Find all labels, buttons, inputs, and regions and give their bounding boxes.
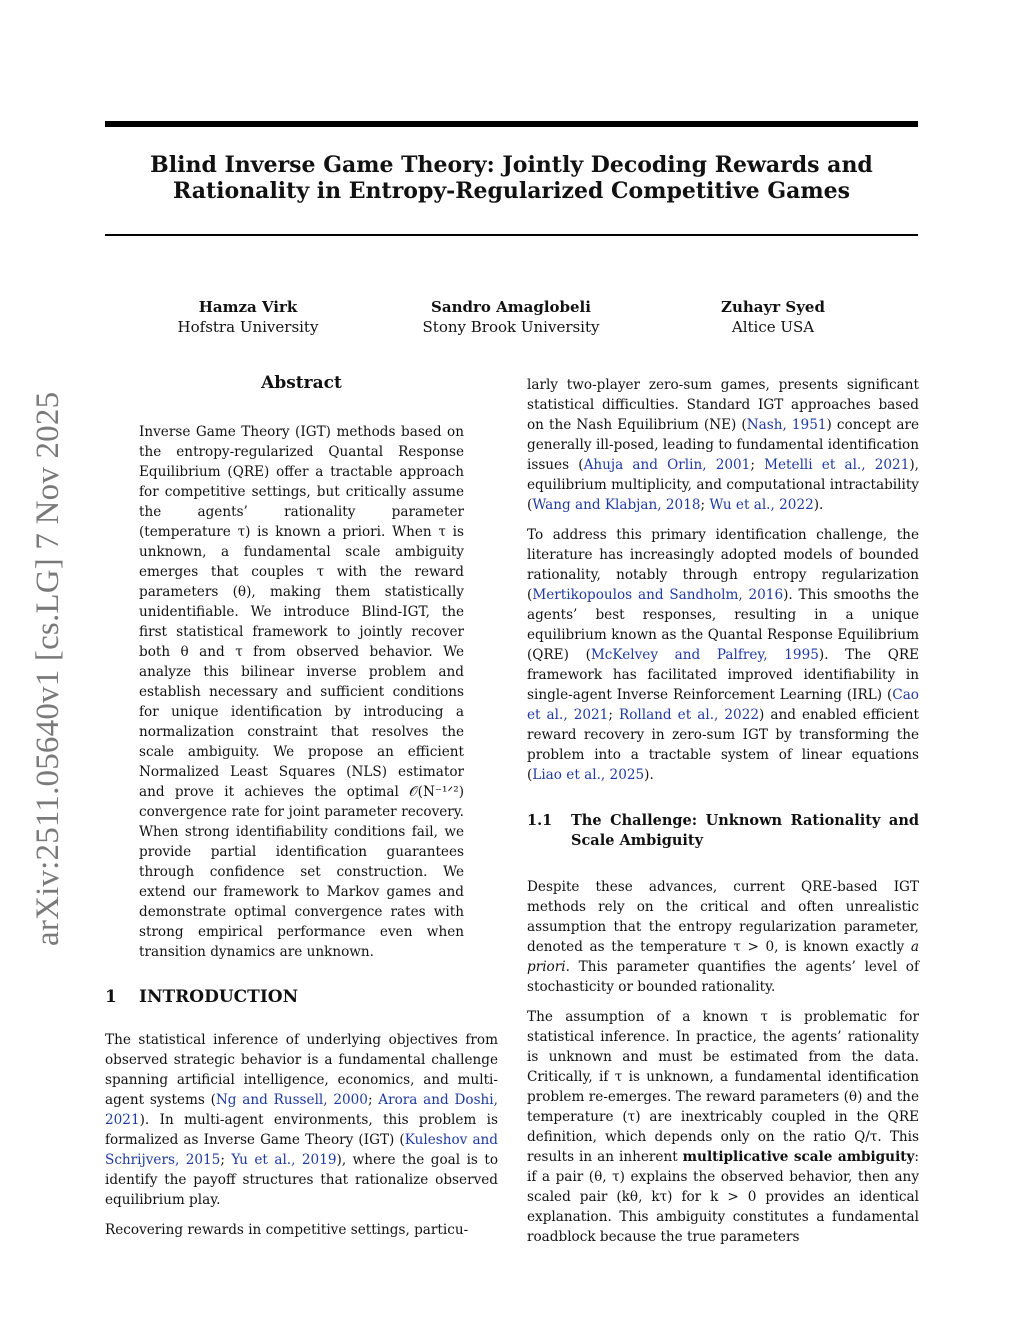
abstract-text: Inverse Game Theory (IGT) methods based on the entropy-regularized Quantal Response Equilibrium (QRE) offer a tractable approach for competitive settings, but critically assume the agents’ rationality parameter (temperature τ) is known a priori. When τ is unknown, a fundamental scale ambiguity emerges that couples τ with the reward parameters (θ), making them statistically unidentifiable. We introduce Blind-IGT, the first statistical framework to jointly recover both θ and τ from observed behavior. We analyze this bilinear inverse problem and establish necessary and sufficient conditions for unique identification by introducing a normalization constraint that resolves the scale ambiguity. We propose an efficient Normalized Least Squares (NLS) estimator and prove it achieves the optimal 𝒪(N⁻¹ᐟ²) convergence rate for joint parameter recovery. When strong identifiability conditions fail, we provide partial identification guarantees through confidence set construction. We extend our framework to Markov games and demonstrate optimal convergence rates with strong empirical performance even when transition dynamics are unknown.	[139, 424, 464, 960]
text-run: . This parameter quantifies the agents’ level of stochasticity or bounded rationality.	[527, 959, 919, 995]
author-3	[643, 297, 903, 337]
author-affiliation: Hofstra University	[177, 318, 319, 336]
citation-link[interactable]: Metelli et al., 2021	[764, 457, 910, 473]
author-name: Sandro Amaglobeli	[431, 298, 591, 316]
citation-link[interactable]: Arora and Doshi, 2021	[105, 1092, 498, 1128]
text-run: Despite these advances, current QRE-based IGT methods rely on the critical and often unrealistic assumption that the entropy regularization parameter, denoted as the temperature τ > 0, is known exactly	[527, 879, 919, 955]
text-run: : if a pair (θ, τ) explains the observed behavior, then any scaled pair (kθ, kτ) for k > 0 provides an identical explanation. This ambiguity constitutes a fundamental roadblock because the true parameters	[527, 1149, 919, 1245]
section-title: INTRODUCTION	[139, 987, 299, 1007]
abstract-heading: Abstract	[261, 373, 342, 393]
subsection-heading	[527, 811, 919, 851]
text-run: ), where the goal is to identify the payoff structures that rationalize observed equilibrium play.	[105, 1152, 498, 1208]
text-run: ). In multi-agent environments, this problem is formalized as Inverse Game Theory (IGT) (	[105, 1112, 498, 1148]
citation-link[interactable]: Wu et al., 2022	[709, 497, 814, 513]
title-rule-bottom	[105, 234, 918, 236]
paper-title	[105, 152, 918, 204]
citation-link[interactable]: Ng and Russell, 2000	[215, 1092, 368, 1108]
section-number: 1	[105, 987, 117, 1007]
bold-text: multiplicative scale ambiguity	[682, 1149, 915, 1165]
text-run: ;	[700, 497, 710, 513]
subsection-paragraph-1	[527, 877, 919, 997]
text-run: ). The QRE framework has facilitated improved identifiability in single-agent Inverse Reinforcement Learning (IRL) (	[527, 647, 919, 703]
title-rule-top	[105, 121, 918, 127]
author-name: Zuhayr Syed	[721, 298, 825, 316]
title-line-1: Blind Inverse Game Theory: Jointly Decoding Rewards and	[150, 152, 873, 178]
intro-paragraph-2-cont	[527, 375, 919, 515]
text-run: ).	[644, 767, 654, 783]
arxiv-stamp: arXiv:2511.05640v1 [cs.LG] 7 Nov 2025	[30, 391, 66, 946]
right-column-body	[527, 375, 919, 1257]
author-affiliation: Stony Brook University	[422, 318, 600, 336]
section-heading	[105, 987, 500, 1007]
subsection-paragraph-2	[527, 1007, 919, 1247]
citation-link[interactable]: Nash, 1951	[746, 417, 827, 433]
text-run: ), equilibrium multiplicity, and computational intractability (	[527, 457, 919, 513]
text-run: ) and enabled efficient reward recovery in zero-sum IGT by transforming the problem into a tractable system of linear equations (	[527, 707, 919, 783]
citation-link[interactable]: Cao et al., 2021	[527, 687, 919, 723]
author-2	[381, 297, 641, 337]
subsection-number: 1.1	[527, 812, 553, 829]
text-run: The statistical inference of underlying objectives from observed strategic behavior is a fundamental challenge spanning artificial intelligence, economics, and multi-agent systems (	[105, 1032, 498, 1108]
text-run: ;	[750, 457, 765, 473]
citation-link[interactable]: McKelvey and Palfrey, 1995	[590, 647, 819, 663]
text-run: larly two-player zero-sum games, presents significant statistical difficulties. Standard IGT approaches based on the Nash Equilibrium (NE) (	[527, 377, 919, 433]
citation-link[interactable]: Mertikopoulos and Sandholm, 2016	[532, 587, 784, 603]
author-affiliation: Altice USA	[731, 318, 815, 336]
text-run: ). This smooths the agents’ best responses, resulting in a unique equilibrium known as the Quantal Response Equilibrium (QRE) (	[527, 587, 919, 663]
author-name: Hamza Virk	[198, 298, 298, 316]
left-column-body	[105, 1030, 498, 1250]
intro-paragraph-2-start: Recovering rewards in competitive settings, particu-	[105, 1222, 469, 1238]
subsection-title: The Challenge: Unknown Rationality and Scale Ambiguity	[571, 812, 919, 849]
text-run: ;	[608, 707, 619, 723]
emphasis-text: a priori	[527, 939, 919, 975]
citation-link[interactable]: Rolland et al., 2022	[618, 707, 759, 723]
text-run: ;	[220, 1152, 232, 1168]
citation-link[interactable]: Yu et al., 2019	[231, 1152, 337, 1168]
author-1	[118, 297, 378, 337]
citation-link[interactable]: Wang and Klabjan, 2018	[532, 497, 701, 513]
intro-paragraph-1	[105, 1030, 498, 1210]
intro-paragraph-3	[527, 525, 919, 785]
citation-link[interactable]: Liao et al., 2025	[532, 767, 645, 783]
text-run: To address this primary identification challenge, the literature has increasingly adopted models of bounded rationality, notably through entropy regularization (	[527, 527, 919, 603]
text-run: ).	[813, 497, 824, 513]
citation-link[interactable]: Kuleshov and Schrijvers, 2015	[105, 1132, 498, 1168]
text-run: ) concept are generally ill-posed, leading to fundamental identification issues (	[527, 417, 920, 473]
text-run: ;	[367, 1092, 379, 1108]
citation-link[interactable]: Ahuja and Orlin, 2001	[583, 457, 751, 473]
text-run: The assumption of a known τ is problematic for statistical inference. In practice, the agents’ rationality is unknown and must be estimated from the data. Critically, if τ is unknown, a fundamental identification problem re-emerges. The reward parameters (θ) and the temperature (τ) are inextricably coupled in the QRE definition, which depends only on the ratio Q/τ. This results in an inherent	[527, 1009, 919, 1165]
title-line-2: Rationality in Entropy-Regularized Competitive Games	[172, 178, 851, 204]
